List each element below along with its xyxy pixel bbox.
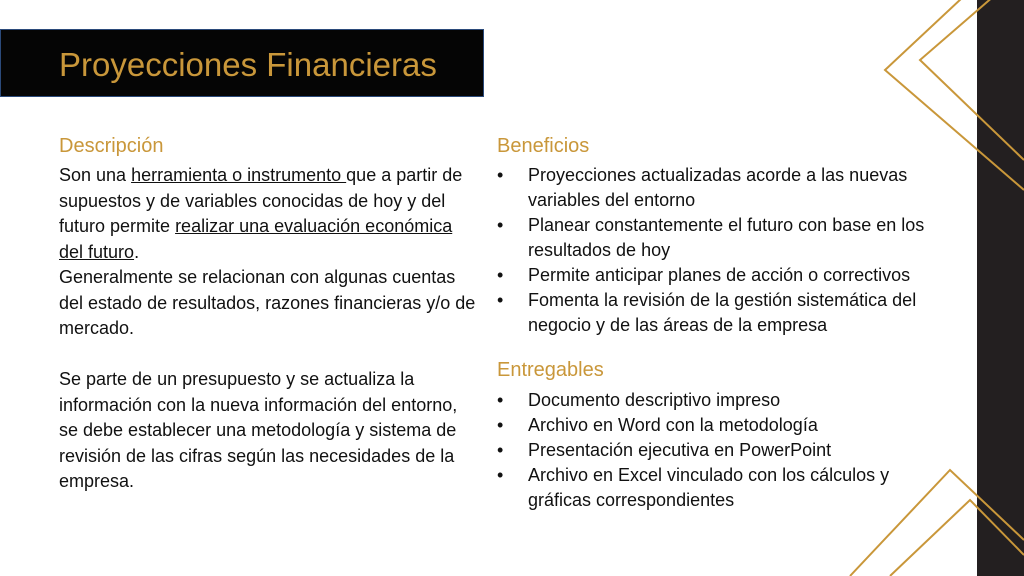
- underlined-text-evaluacion: realizar una evaluación económica del futuro: [59, 216, 453, 262]
- beneficios-heading: Beneficios: [497, 135, 590, 157]
- text-span: .: [134, 241, 140, 262]
- beneficios-list: [497, 163, 947, 338]
- text-span: Son una: [59, 165, 132, 185]
- list-item: • Permite anticipar planes de acción o correctivos: [497, 263, 947, 288]
- slide-title: Proyecciones Financieras: [59, 46, 437, 83]
- descripcion-paragraph-1: [59, 163, 479, 265]
- descripcion-paragraph-2: Generalmente se relacionan con algunas cuentas del estado de resultados, razones financieras y/o de mercado.: [59, 267, 476, 338]
- descripcion-paragraph-3: Se parte de un presupuesto y se actualiza la información con la nueva información del entorno, se debe establecer una metodología y sistema de revisión de las cifras según las necesidades de la empresa.: [59, 369, 458, 491]
- list-item: • Archivo en Excel vinculado con los cálculos y gráficas correspondientes: [497, 463, 917, 513]
- descripcion-body: [59, 163, 479, 495]
- list-item: • Archivo en Word con la metodología: [497, 413, 917, 438]
- right-dark-stripe: [977, 0, 1024, 576]
- descripcion-heading: Descripción: [59, 135, 164, 157]
- entregables-heading: Entregables: [497, 359, 604, 381]
- text-span: que a partir de supuestos y de variables conocidas de hoy y del futuro permite: [59, 165, 463, 236]
- list-item: • Fomenta la revisión de la gestión sistemática del negocio y de las áreas de la empresa: [497, 288, 947, 338]
- entregables-list: [497, 388, 917, 513]
- list-item: • Presentación ejecutiva en PowerPoint: [497, 438, 917, 463]
- underlined-text-herramienta: herramienta o instrumento: [131, 165, 347, 185]
- list-item: • Proyecciones actualizadas acorde a las nuevas variables del entorno: [497, 163, 947, 213]
- paragraph-gap: [59, 342, 479, 368]
- list-item: • Documento descriptivo impreso: [497, 388, 917, 413]
- list-item: • Planear constantemente el futuro con base en los resultados de hoy: [497, 213, 947, 263]
